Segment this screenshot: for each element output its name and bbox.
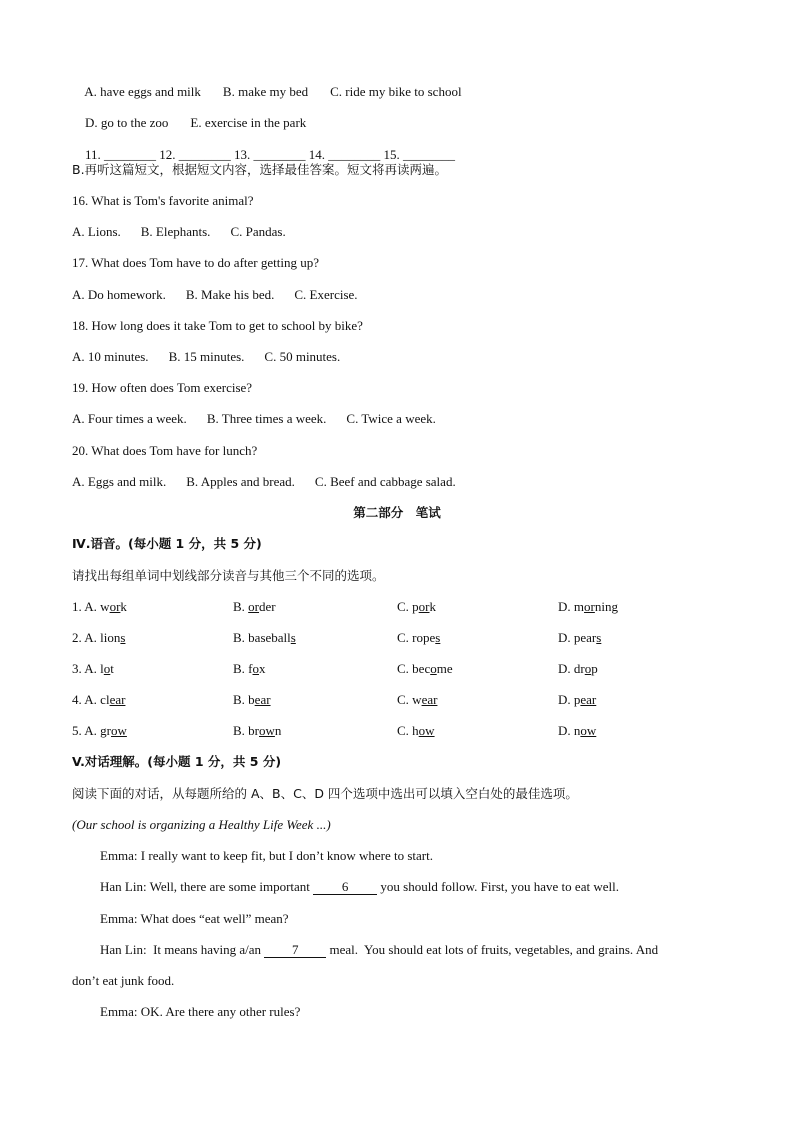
dialogue-line-5: don’t eat junk food. [72,973,175,988]
word-part: m [573,599,585,614]
word-part: me [436,661,453,676]
underlined-letters: s [596,630,602,645]
section-iv-title: Ⅳ.语音。(每小题 1 分，共 5 分) [72,536,262,551]
dialogue-text: meal. You should eat lots of fruits, vegetables, and grains. And [326,942,659,957]
underlined-letters: ow [111,723,127,738]
option-c: C. Exercise. [294,287,358,302]
option-c: C. Twice a week. [346,411,436,426]
phonics-option [558,630,601,646]
phonics-option [233,630,296,646]
word-part: p [412,599,419,614]
underlined-letters: o [103,661,111,676]
question-16: 16. What is Tom's favorite animal? [72,193,254,208]
question-18-options [72,349,340,365]
section-v-instruction: 阅读下面的对话，从每题所给的 A、B、C、D 四个选项中选出可以填入空白处的最佳选项。 [72,786,578,801]
underlined-letters: s [120,630,126,645]
option-a: A. Four times a week. [72,411,187,426]
dialogue-text: Han Lin: Well, there are some important [100,879,314,894]
word-part: C. [397,599,413,614]
dialogue-line-1: Emma: I really want to keep fit, but I don’t know where to start. [100,848,433,863]
underlined-letters: ear [254,692,271,707]
word-part: B. [233,723,249,738]
word-part: n [573,723,581,738]
underlined-letters: o [430,661,437,676]
option-c: C. Beef and cabbage salad. [314,474,456,489]
underlined-letters: ear [580,692,597,707]
underlined-letters: ow [259,723,275,738]
word-part: w [412,692,422,707]
word-part: der [259,599,276,614]
word-part: x [259,661,266,676]
word-part: C. [397,723,413,738]
option-b: B. Apples and bread. [186,474,295,489]
word-part: D. [558,661,574,676]
word-part: B. [233,599,249,614]
option-a: A. Lions. [72,224,121,239]
option-b: B. 15 minutes. [168,349,245,364]
dialogue-text: you should follow. First, you have to eat well. [377,879,619,894]
option-b: B. Elephants. [140,224,211,239]
word-part: p [573,692,581,707]
word-part: bec [412,661,431,676]
phonics-option [397,723,435,739]
option-a: A. Do homework. [72,287,166,302]
blank-12: 12. ________ [159,147,231,162]
dialogue-line-2 [100,879,619,895]
question-19: 19. How often does Tom exercise? [72,380,253,395]
phonics-option [72,723,127,739]
part-two-title: 第二部分 笔试 [353,505,441,520]
option-a: A. Eggs and milk. [72,474,167,489]
word-part: t [110,661,114,676]
word-part: pear [573,630,597,645]
word-part: w [100,599,110,614]
word-part: C. [397,630,413,645]
underlined-letters: ow [580,723,597,738]
word-part: gr [100,723,112,738]
dialogue-line-6: Emma: OK. Are there any other rules? [100,1004,301,1019]
question-20-options [72,474,456,490]
blank-11: 11. ________ [85,147,157,162]
question-16-options [72,224,286,240]
option-c: C. Pandas. [230,224,286,239]
phonics-option [558,599,618,615]
option-a: A. have eggs and milk [84,84,201,99]
option-c: C. ride my bike to school [330,84,462,99]
word-part: ning [594,599,618,614]
question-17-options [72,287,358,303]
blank-13: 13. ________ [234,147,306,162]
word-part: D. [558,692,574,707]
underlined-letters: o [584,661,592,676]
phonics-option [72,692,125,708]
phonics-option [233,661,266,677]
blank-15: 15. ________ [383,147,456,162]
word-part: k [429,599,437,614]
dialogue-line-3: Emma: What does “eat well” mean? [100,911,289,926]
phonics-option [233,599,276,615]
underlined-letters: or [584,599,595,614]
word-part: D. [558,599,574,614]
phonics-option [397,630,440,646]
word-part: cl [100,692,110,707]
underlined-letters: o [252,661,260,676]
phonics-option [233,723,281,739]
phonics-option [72,661,114,677]
word-part: 3. A. [72,661,101,676]
word-part: D. [558,723,574,738]
word-part: l [100,661,104,676]
word-part: C. [397,661,413,676]
blank-14: 14. ________ [308,147,381,162]
phonics-option [558,692,596,708]
option-b: B. make my bed [222,84,309,99]
option-b: B. Make his bed. [185,287,275,302]
answer-blank-6: 6 [313,880,377,895]
word-part: baseball [248,630,291,645]
underlined-letters: or [109,599,121,614]
word-part: b [248,692,255,707]
dialogue-context: (Our school is organizing a Healthy Life Week ...) [72,817,331,832]
word-part: 5. A. [72,723,101,738]
option-b: B. Three times a week. [206,411,327,426]
word-part: B. [233,692,249,707]
underlined-letters: ow [418,723,435,738]
option-d: D. go to the zoo [85,115,169,130]
phonics-option [233,692,271,708]
section-iv-instruction: 请找出每组单词中划线部分读音与其他三个不同的选项。 [72,568,385,583]
dialogue-line-4 [100,942,658,958]
word-part: B. [233,630,249,645]
word-part: lion [100,630,121,645]
phonics-option [72,630,125,646]
question-17: 17. What does Tom have to do after getting up? [72,255,319,270]
underlined-letters: ear [109,692,126,707]
word-part: 1. A. [72,599,101,614]
option-a: A. 10 minutes. [72,349,149,364]
question-20: 20. What does Tom have for lunch? [72,443,258,458]
word-part: dr [573,661,585,676]
option-c: C. 50 minutes. [264,349,341,364]
phonics-option [397,661,453,677]
word-part: D. [558,630,574,645]
word-part: n [274,723,282,738]
word-part: f [248,661,253,676]
underlined-letters: s [290,630,296,645]
word-part: k [120,599,127,614]
phonics-option [558,661,598,677]
phonics-option [397,692,437,708]
question-18: 18. How long does it take Tom to get to school by bike? [72,318,363,333]
section-v-title: V.对话理解。(每小题 1 分，共 5 分) [72,754,282,769]
phonics-option [558,723,596,739]
word-part: 4. A. [72,692,101,707]
phonics-option [397,599,436,615]
word-part: B. [233,661,249,676]
word-part: 2. A. [72,630,101,645]
word-part: h [412,723,419,738]
question-19-options [72,411,436,427]
option-e: E. exercise in the park [190,115,307,130]
word-part: rope [412,630,436,645]
answer-blank-7: 7 [264,943,326,958]
underlined-letters: or [248,599,260,614]
word-part: C. [397,692,413,707]
dialogue-text: Han Lin: It means having a/an [100,942,265,957]
word-part: p [591,661,598,676]
word-part: br [248,723,260,738]
phonics-option [72,599,127,615]
underlined-letters: ear [421,692,438,707]
section-b-instruction: B.再听这篇短文，根据短文内容，选择最佳答案。短文将再读两遍。 [72,162,448,177]
underlined-letters: s [435,630,441,645]
underlined-letters: or [418,599,430,614]
